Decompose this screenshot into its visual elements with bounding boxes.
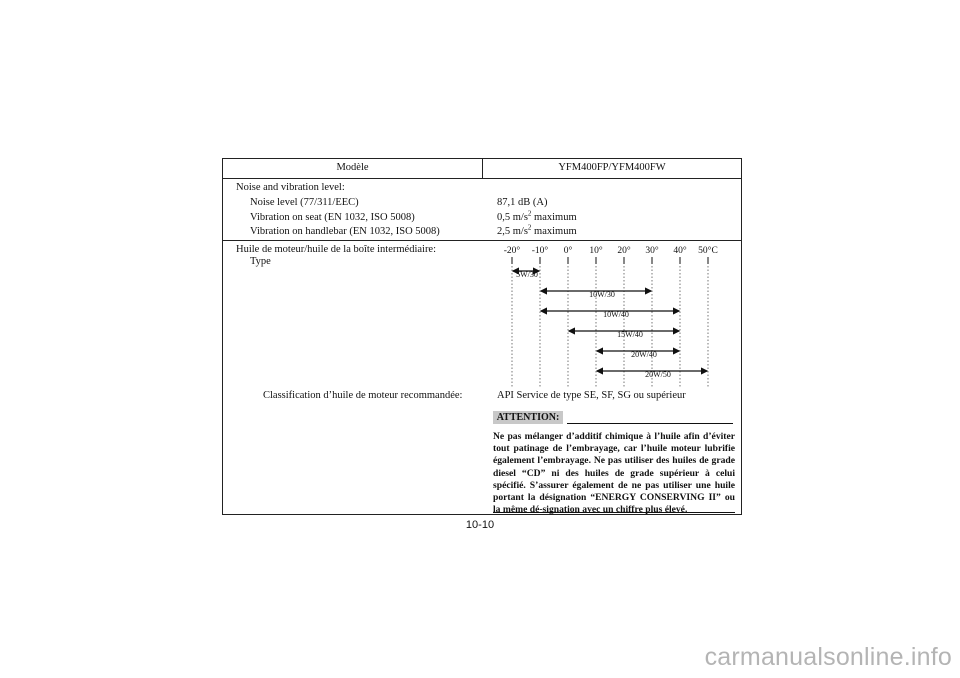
- viscosity-label: 10W/40: [603, 310, 629, 319]
- attention-label: ATTENTION:: [493, 411, 563, 424]
- temp-tick-label: 50°C: [698, 246, 718, 256]
- header-model-label: Modèle: [336, 162, 369, 173]
- viscosity-label: 20W/40: [631, 350, 657, 359]
- temp-tick-label: 20°: [617, 246, 631, 256]
- temp-tick-label: 0°: [563, 246, 573, 256]
- attention-text: Ne pas mélanger d’additif chimique à l’huile afin d’éviter tout patinage de l’embrayage, car l’huile moteur lubrifie également l’embrayage. Ne pas utiliser des huiles de grade diesel “CD” ni des huiles de grade supérieur à celui spécifié. S’assurer également de ne pas utiliser une huile portant la désignation “ENERGY CONSERVING II” ou la même dé-signation avec un chiffre plus élevé.: [493, 431, 735, 516]
- section-rule: [223, 240, 741, 241]
- oil-classification-label: Classification d’huile de moteur recommandée:: [263, 390, 463, 401]
- spec-table: [222, 158, 742, 515]
- vibration-handlebar-value: 2,5 $m/s^2$ maximum: [497, 223, 577, 237]
- temp-tick-label: -20°: [503, 246, 521, 256]
- oil-classification-value: API Service de type SE, SF, SG ou supérieur: [497, 390, 686, 401]
- oil-type-label: Type: [250, 256, 271, 267]
- noise-title: Noise and vibration level:: [236, 182, 345, 193]
- watermark: carmanualsonline.info: [704, 643, 952, 671]
- oil-title: Huile de moteur/huile de la boîte intermédiaire:: [236, 244, 437, 255]
- vibration-seat-value: 0,5 $m/s^2$ maximum: [497, 209, 577, 223]
- header-model-value: YFM400FP/YFM400FW: [558, 162, 666, 173]
- viscosity-label: 10W/30: [589, 290, 615, 299]
- attention-bottom-rule: [493, 512, 735, 513]
- noise-level-label: Noise level (77/311/EEC): [250, 197, 359, 208]
- header-rule: [223, 178, 741, 179]
- temp-tick-label: 10°: [589, 246, 603, 256]
- attention-rule: [567, 423, 733, 424]
- temp-tick-label: 40°: [673, 246, 687, 256]
- viscosity-label: 5W/30: [516, 270, 538, 279]
- noise-level-value: 87,1 dB (A): [497, 197, 548, 208]
- temp-tick-label: -10°: [531, 246, 549, 256]
- page-number: 10-10: [465, 519, 495, 531]
- viscosity-label: 20W/50: [645, 370, 671, 379]
- oil-viscosity-chart: [483, 243, 741, 389]
- temp-tick-label: 30°: [645, 246, 659, 256]
- viscosity-label: 15W/40: [617, 330, 643, 339]
- vibration-seat-label: Vibration on seat (EN 1032, ISO 5008): [250, 212, 415, 223]
- vibration-handlebar-label: Vibration on handlebar (EN 1032, ISO 5008): [250, 226, 440, 237]
